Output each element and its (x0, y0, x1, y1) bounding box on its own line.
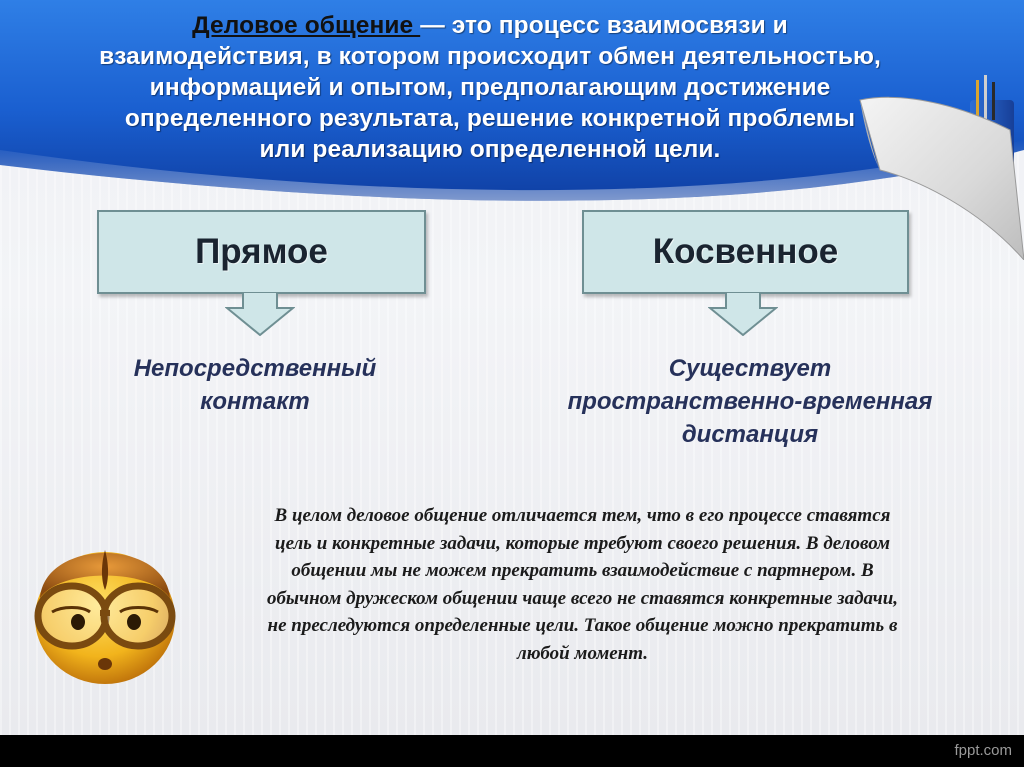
direct-category-box (97, 210, 426, 294)
indirect-category-box (582, 210, 909, 294)
glasses-emoticon-icon (10, 528, 200, 688)
direct-category-label: Прямое (195, 232, 328, 271)
definition-term: Деловое общение (192, 12, 421, 39)
indirect-category-label: Косвенное (652, 232, 839, 271)
definition-line-3: информацией и опытом, предполагающим достижение (149, 74, 831, 101)
footer-brand: fppt.com (954, 742, 1012, 759)
summary-paragraph: В целом деловое общение отличается тем, что в его процессе ставятся цель и конкретные задачи, которые требуют своего решения. В деловом общении мы не можем прекратить взаимодействие с партнером. В обычном дружеском общении чаще всего не ставятся конкретные задачи, не преследуются определенные цели. Такое общение можно прекратить в любой момент. (266, 505, 899, 664)
indirect-description: Существует пространственно-временная дистанция (567, 355, 933, 448)
footer-bar (0, 735, 1024, 767)
down-arrow-icon (225, 292, 295, 336)
definition-line-2: взаимодействия, в котором происходит обмен деятельностью, (99, 43, 881, 70)
definition-text (20, 10, 960, 165)
definition-line-4: определенного результата, решение конкретной проблемы (124, 105, 856, 132)
direct-description: Непосредственный контакт (133, 355, 377, 415)
definition-line-5: или реализацию определенной цели. (259, 136, 721, 163)
down-arrow-icon (708, 292, 778, 336)
definition-line-1: — это процесс взаимосвязи и (420, 12, 788, 39)
